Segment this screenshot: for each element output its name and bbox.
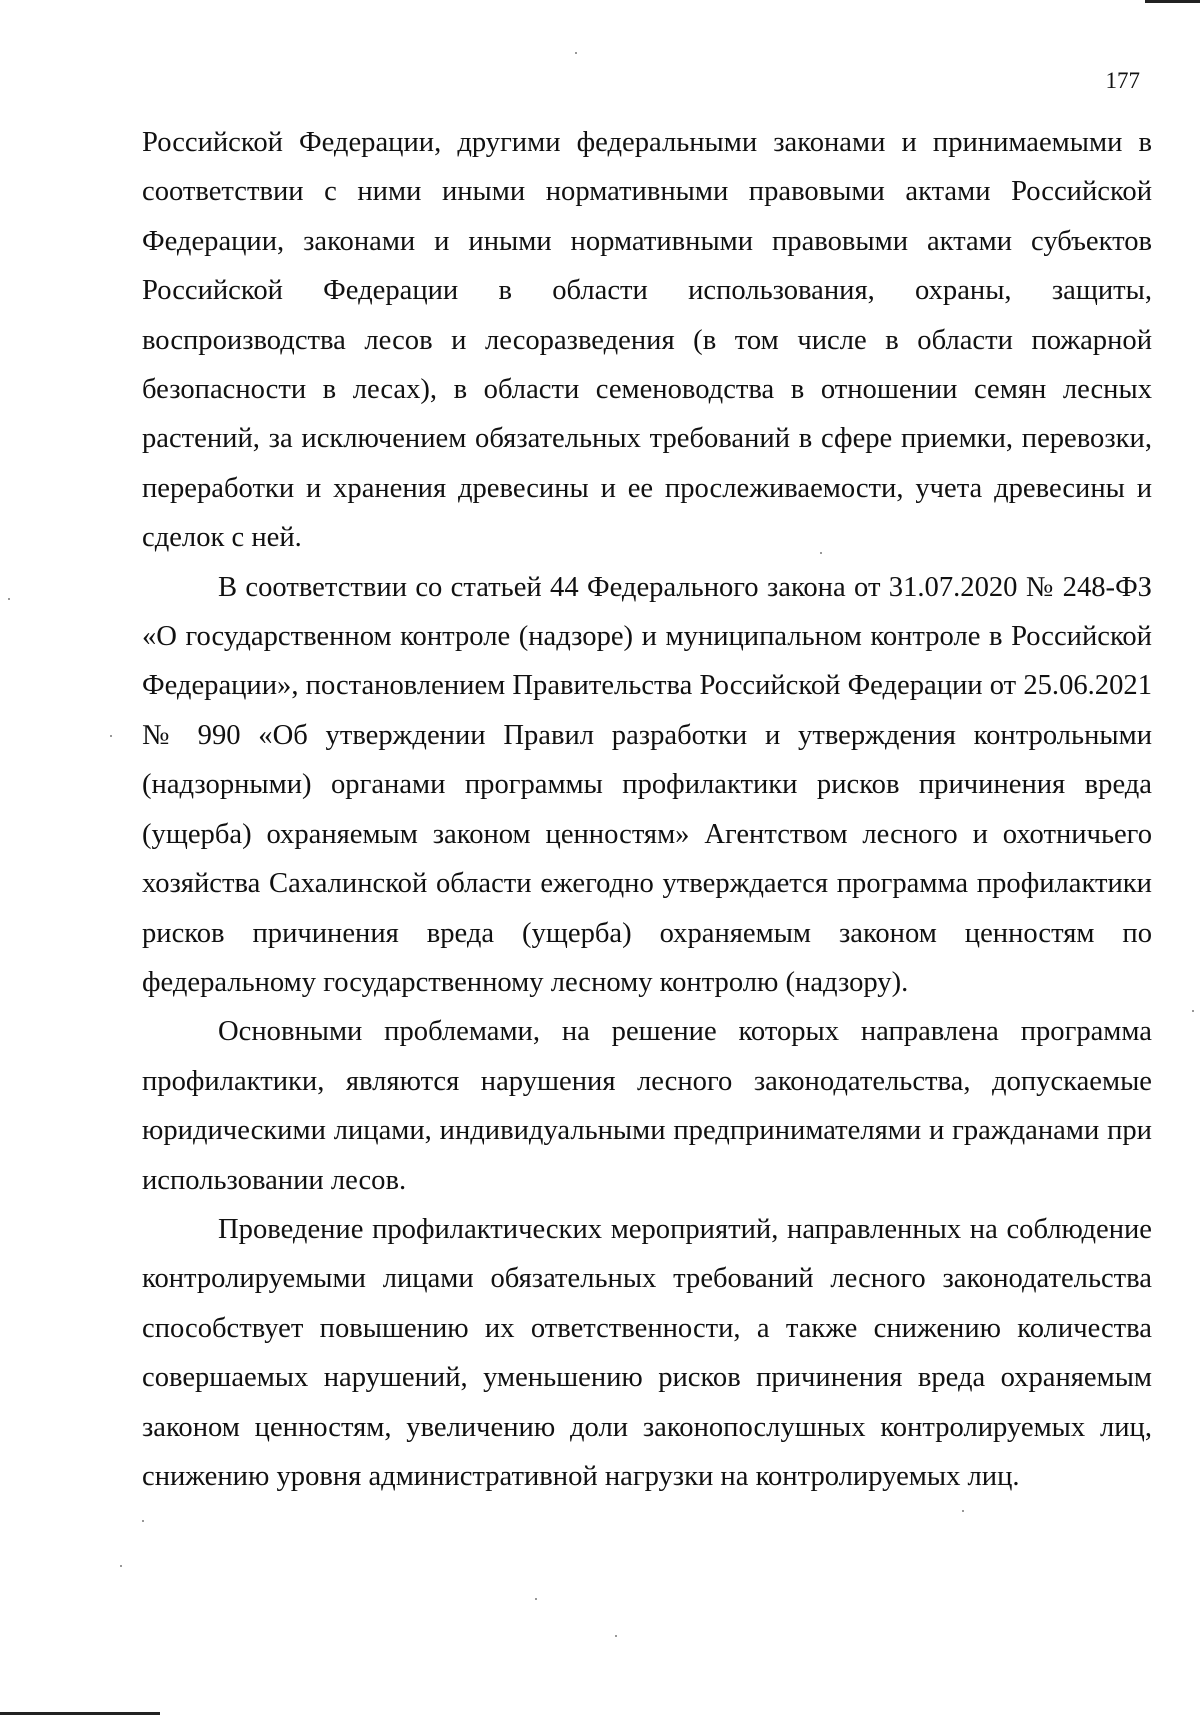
- paragraph: Проведение профилактических мероприятий, направленных на соблюдение контролируемыми лицами обязательных требований лесного законодательства способствует повышению их ответственности, а также снижению количества совершаемых нарушений, уменьшению рисков причинения вреда охраняемым законом ценностям, увеличению доли законопослушных контролируемых лиц, снижению уровня административной нагрузки на контролируемых лиц.: [142, 1213, 1152, 1492]
- scan-speck: [120, 1565, 122, 1567]
- scan-speck: [8, 598, 10, 600]
- scan-speck: [142, 1520, 144, 1522]
- scan-speck: [1192, 1010, 1194, 1012]
- document-body: [142, 118, 1152, 1501]
- scan-speck: [615, 1635, 617, 1637]
- scan-edge-top-right: [1145, 0, 1200, 3]
- paragraph: Основными проблемами, на решение которых направлена программа профилактики, являются нарушения лесного законодательства, допускаемые юридическими лицами, индивидуальными предпринимателями и гражданами при использовании лесов.: [142, 1016, 1152, 1196]
- scan-speck: [575, 52, 577, 54]
- scan-speck: [962, 1510, 964, 1512]
- paragraph: В соответствии со статьей 44 Федерального закона от 31.07.2020 № 248-ФЗ «О государственном контроле (надзоре) и муниципальном контроле в Российской Федерации», постановлением Правительства Российской Федерации от 25.06.2021 № 990 «Об утверждении Правил разработки и утверждения контрольными (надзорными) органами программы профилактики рисков причинения вреда (ущерба) охраняемым законом ценностям» Агентством лесного и охотничьего хозяйства Сахалинской области ежегодно утверждается программа профилактики рисков причинения вреда (ущерба) охраняемым законом ценностям по федеральному государственному лесному контролю (надзору).: [142, 571, 1152, 998]
- paragraph: Российской Федерации, другими федеральными законами и принимаемыми в соответствии с ними иными нормативными правовыми актами Российской Федерации, законами и иными нормативными правовыми актами субъектов Российской Федерации в области использования, охраны, защиты, воспроизводства лесов и лесоразведения (в том числе в области пожарной безопасности в лесах), в области семеноводства в отношении семян лесных растений, за исключением обязательных требований в сфере приемки, перевозки, переработки и хранения древесины и ее прослеживаемости, учета древесины и сделок с ней.: [142, 127, 1152, 554]
- page-number: 177: [1105, 68, 1140, 93]
- scan-speck: [535, 1598, 537, 1600]
- scan-speck: [110, 735, 112, 737]
